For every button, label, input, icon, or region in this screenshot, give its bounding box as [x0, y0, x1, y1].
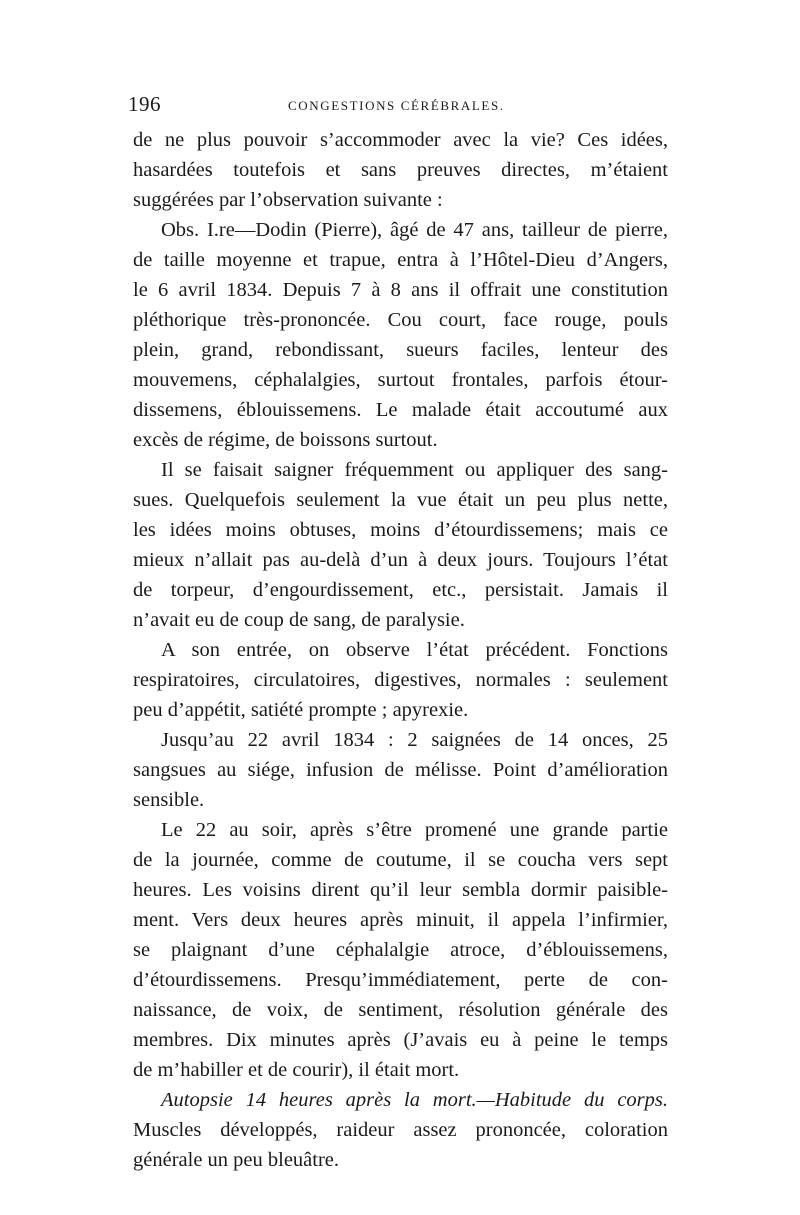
text-line: naissance, de voix, de sentiment, résolution générale des	[133, 999, 668, 1021]
text-line: respiratoires, circulatoires, digestives, normales : seulement	[133, 669, 668, 691]
text-line: ment. Vers deux heures après minuit, il appela l’infirmier,	[133, 909, 668, 931]
text-line: membres. Dix minutes après (J’avais eu à peine le temps	[133, 1029, 668, 1051]
text-line: n’avait eu de coup de sang, de paralysie.	[133, 609, 465, 631]
text-line: mieux n’allait pas au-delà d’un à deux jours. Toujours l’état	[133, 549, 668, 571]
running-head: CONGESTIONS CÉRÉBRALES.	[288, 98, 505, 113]
text-line: de torpeur, d’engourdissement, etc., persistait. Jamais il	[133, 579, 668, 601]
text-line: Il se faisait saigner fréquemment ou appliquer des sang-	[161, 459, 668, 481]
body-text	[133, 125, 668, 1175]
text-line: Obs. I.re—Dodin (Pierre), âgé de 47 ans, tailleur de pierre,	[161, 219, 668, 241]
page-number: 196	[128, 92, 161, 116]
text-line: Jusqu’au 22 avril 1834 : 2 saignées de 14 onces, 25	[161, 729, 668, 751]
text-line: hasardées toutefois et sans preuves directes, m’étaient	[133, 159, 668, 181]
text-line: sangsues au siége, infusion de mélisse. Point d’amélioration	[133, 759, 668, 781]
text-line: sensible.	[133, 789, 205, 811]
text-line: le 6 avril 1834. Depuis 7 à 8 ans il offrait une constitution	[133, 279, 668, 301]
text-line: mouvemens, céphalalgies, surtout frontales, parfois étour-	[133, 369, 668, 391]
text-line: dissemens, éblouissemens. Le malade était accoutumé aux	[133, 399, 668, 421]
text-line: A son entrée, on observe l’état précédent. Fonctions	[161, 639, 668, 661]
text-line: excès de régime, de boissons surtout.	[133, 429, 438, 451]
text-line: de taille moyenne et trapue, entra à l’Hôtel-Dieu d’Angers,	[133, 249, 668, 271]
text-line: de m’habiller et de courir), il était mort.	[133, 1059, 460, 1081]
text-line: pléthorique très-prononcée. Cou court, face rouge, pouls	[133, 309, 668, 331]
text-line: Muscles développés, raideur assez prononcée, coloration	[133, 1119, 668, 1141]
text-line: d’étourdissemens. Presqu’immédiatement, perte de con-	[133, 969, 668, 991]
text-line: les idées moins obtuses, moins d’étourdissemens; mais ce	[133, 519, 668, 541]
text-line: plein, grand, rebondissant, sueurs faciles, lenteur des	[133, 339, 668, 361]
text-line: de ne plus pouvoir s’accommoder avec la vie? Ces idées,	[133, 129, 668, 151]
text-line: heures. Les voisins dirent qu’il leur sembla dormir paisible-	[133, 879, 668, 901]
text-line: se plaignant d’une céphalalgie atroce, d’éblouissemens,	[133, 939, 668, 961]
text-line: de la journée, comme de coutume, il se coucha vers sept	[133, 849, 668, 871]
text-line: Autopsie 14 heures après la mort.—Habitude du corps.	[161, 1089, 668, 1111]
page-header	[128, 92, 678, 122]
text-line: Le 22 au soir, après s’être promené une grande partie	[161, 819, 668, 841]
text-line: suggérées par l’observation suivante :	[133, 189, 443, 211]
text-line: peu d’appétit, satiété prompte ; apyrexie.	[133, 699, 469, 721]
text-line: sues. Quelquefois seulement la vue était un peu plus nette,	[133, 489, 668, 511]
text-line: générale un peu bleuâtre.	[133, 1149, 340, 1171]
